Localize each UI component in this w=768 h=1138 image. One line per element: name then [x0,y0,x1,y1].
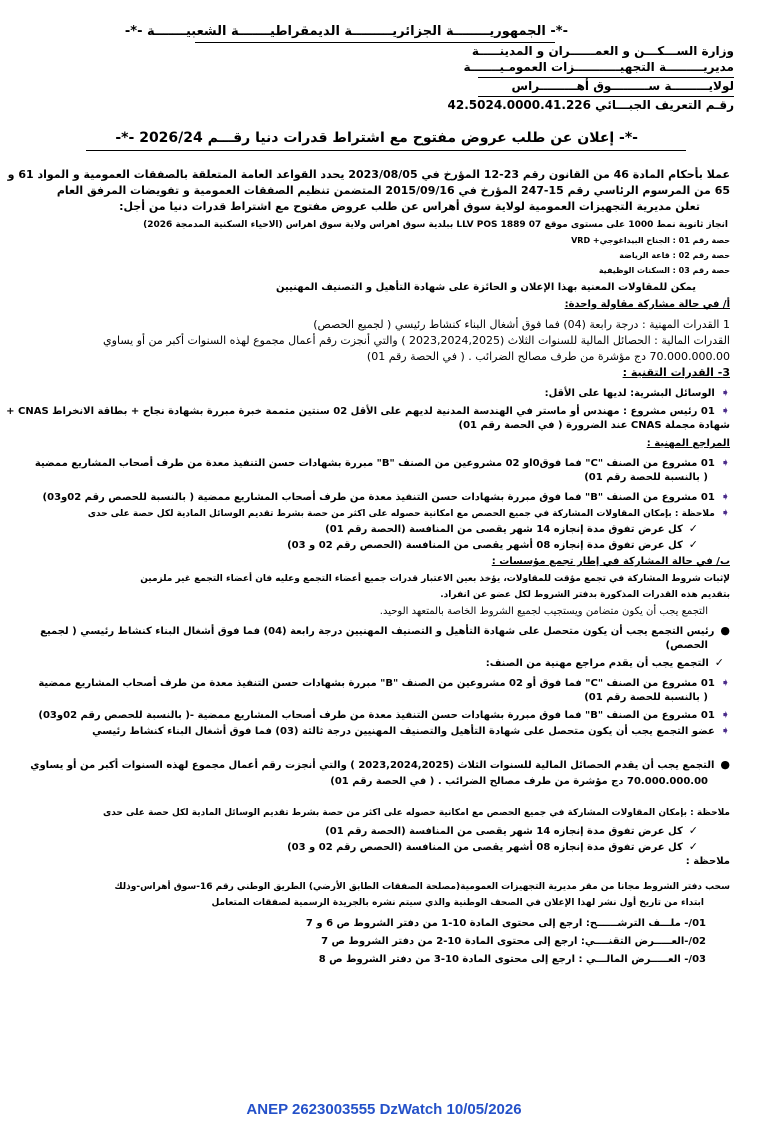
arrow-bullet-icon: ➧ [720,404,730,417]
duration-lot-1: ✓كل عرض تفوق مدة إنجازه 14 شهر يقصى من المنافسة (الحصة رقم 01) [325,522,698,535]
lot-2: حصة رقم 02 : قاعة الرياضة [619,251,730,260]
group-leader-item-cont: الحصص) [665,640,708,651]
duration-lots-2-3: ✓كل عرض تفوق مدة إنجازه 08 أشهر يقصى من المنافسة (الحصص رقم 02 و 03) [287,538,698,551]
technical-capacity-heading: 3- القدرات التقنية : [622,366,730,379]
project-description: انجاز ثانوية نمط 1000 على مستوى موقع 07 LLV POS 1889 ببلدية سوق اهراس ولاية سوق اهراس (الاحياء السكنية المدمجة 2026) [143,220,728,230]
financial-capacity: القدرات المالية : الحصائل المالية للسنوات الثلاث (2023,2024,2025 ) والتي أنجزت رقم أعمال مجموع لهذه السنوات أكبر من أو يساوي [103,334,730,347]
reference-item-2: ➧01 مشروع من الصنف "B" فما فوق مبررة بشهادات حسن التنفيذ معدة من طرف أصحاب المشاريع ممضية ( بالنسبة للحصص رقم 02و03) [42,490,730,503]
publication-reference: ANEP 2623003555 DzWatch 10/05/2026 [246,1101,522,1118]
cnas-line: شهادة مجملة CNAS عند الضرورة ( في الحصة رقم 01) [458,420,730,431]
financial-offer: 03/- العـــــرض المالـــي : ارجع إلى محتوى المادة 10-3 من دفتر الشروط ص 8 [318,954,706,965]
professional-capacity: 1 القدرات المهنية : درجة رابعة (04) فما فوق أشغال البناء كنشاط رئيسي ( لجميع الحصص) [313,318,730,331]
checkmark-icon: ✓ [714,656,724,669]
arrow-bullet-icon: ➧ [720,676,730,689]
reference-item-1: ➧01 مشروع من الصنف "C" فما فوق0او 02 مشروعين من الصنف "B" مبررة بشهادات حسن التنفيذ معدة من طرف أصحاب المشاريع ممضية [34,456,730,469]
lot-3: حصة رقم 03 : السكنات الوظيفية [598,266,730,275]
group-financial: ●التجمع يجب أن يقدم الحصائل المالية للسنوات الثلاث (2023,2024,2025 ) والتي أنجزت رقم أعمال مجموع لهذه السنوات أكبر من أو يساوي [30,758,730,771]
group-reference-1-cont: ( بالنسبة للحصة رقم 01) [584,692,708,703]
header-rule-2 [478,96,734,97]
case-a-heading: أ/ في حالة مشاركة مقاولة واحدة: [564,299,730,310]
withdrawal-line-1: سحب دفتر الشروط مجانا من مقر مديرية التجهيزات العمومية(مصلحة الصفقات الطابق الأرضي) الطريق الوطني رقم 16-سوق أهراس-وذلك [114,882,730,892]
arrow-bullet-icon: ➧ [720,456,730,469]
checkmark-icon: ✓ [688,522,698,535]
group-member: ➧عضو التجمع يجب أن يكون متحصل على شهادة التأهيل والتصنيف المهنيين درجة ثالثة (03) فما فوق أشغال البناء كنشاط رئيسي [92,724,730,737]
group-duration-lots-2-3: ✓كل عرض تفوق مدة إنجازه 08 أشهر يقصى من المنافسة (الحصص رقم 02 و 03) [287,840,698,853]
group-note-label: ملاحظة : [685,856,730,867]
arrow-bullet-icon: ➧ [720,490,730,503]
project-manager-item: ➧01 رئيس مشروع : مهندس أو ماستر في الهندسة المدنية لديهم على الأقل 02 سنتين متممة خبرة مبررة بشهادة نجاح + بطاقة الانخراط CNAS + [6,404,730,417]
arrow-bullet-icon: ➧ [720,386,730,399]
republic-underline [195,42,555,43]
ministry-line: وزارة الســـكـــن و العمــــــران و المدينـــــة [471,44,734,58]
wilaya-line: لولايـــــــــة ســـــــــوق أهـــــــــراس [511,79,734,93]
dot-bullet-icon: ● [720,758,730,771]
candidacy-file: 01/- ملـــف الترشــــــح: ارجع إلى محتوى المادة 10-1 من دفتر الشروط ص 6 و 7 [305,918,706,929]
group-reference-1: ➧01 مشروع من الصنف "C" فما فوق أو 02 مشروعين من الصنف "B" مبررة بشهادات حسن التنفيذ معدة من طرف أصحاب المشاريع ممضية [38,676,730,689]
note-lots: ➧ملاحظة : بإمكان المقاولات المشاركة في جميع الحصص مع امكانية حصوله على اكثر من حصة بشرط تقديم الوسائل المادية لكل حصة على حدى [87,506,730,519]
directorate-line: مديريـــــــــة التجهيـــــــــــزات العمومـيـــــــة [463,60,734,74]
group-financial-cont: 70.000.000.00 دج مؤشرة من طرف مصالح الضرائب . ( في الحصة رقم 01) [330,776,708,787]
professional-references-heading: المراجع المهنية : [646,438,730,449]
checkmark-icon: ✓ [688,824,698,837]
financial-capacity-cont: 70.000.000.00 دج مؤشرة من طرف مصالح الضرائب . ( في الحصة رقم 01) [366,350,730,363]
grouping-line-1: لإثبات شروط المشاركة في تجمع مؤقت للمقاولات، يؤخذ بعين الاعتبار قدرات جميع أعضاء التجمع وعليه فان أعضاء التجمع غير ملزمين [140,574,730,584]
arrow-bullet-icon: ➧ [720,506,730,519]
intro-line-1: عملا بأحكام المادة 46 من القانون رقم 23-12 المؤرخ في 2023/08/05 يحدد القواعد العامة المتعلقة بالصفقات العمومية و المواد 61 و [7,168,730,181]
group-leader-item: ●رئيس التجمع يجب أن يكون متحصل على شهادة التأهيل و التصنيف المهنيين درجة رابعة (04) فما فوق أشغال البناء كنشاط رئيسي ( لجميع [40,624,730,637]
arrow-bullet-icon: ➧ [720,708,730,721]
group-reference-2: ➧01 مشروع من الصنف "B" فما فوق مبررة بشهادات حسن التنفيذ معدة من طرف أصحاب المشاريع ممضية -( بالنسبة للحصص رقم 02و03) [38,708,730,721]
grouping-line-2: بتقديم هذه القدرات المذكورة بدفتر الشروط لكل عضو عن انفراد. [440,590,730,600]
arrow-bullet-icon: ➧ [720,724,730,737]
intro-line-3: تعلن مديرية التجهيزات العمومية لولاية سوق أهراس عن طلب عروض مفتوح مع اشتراط قدرات دنيا من أجل: [119,200,700,213]
tax-id-line: رقـم التعريف الجبـــائي 42.5024.0000.41.226 [447,98,734,112]
title-underline [86,150,686,151]
header-rule-1 [478,77,734,78]
withdrawal-line-2: ابتداء من تاريخ أول نشر لهذا الإعلان في الصحف الوطنية والذي سيتم نشره بالجريدة الرسمية لصفقات المتعامل [211,898,704,908]
human-means-item: ➧الوسائل البشرية: لديها على الأقل: [544,386,730,399]
group-note-lots: ملاحظة : بإمكان المقاولات المشاركة في جميع الحصص مع امكانية حصوله على اكثر من حصة بشرط تقديم الوسائل المادية لكل حصة على حدى [102,808,730,818]
case-b-heading: ب/ في حالة المشاركة في إطار تجمع مؤسسات : [491,556,730,567]
dot-bullet-icon: ● [720,624,730,637]
technical-offer: 02/-العـــــرض التقنــــي: ارجع إلى محتوى المادة 10-2 من دفتر الشروط ص 7 [321,936,706,947]
group-duration-lot-1: ✓كل عرض تفوق مدة إنجازه 14 شهر يقصى من المنافسة (الحصة رقم 01) [325,824,698,837]
eligibility-line: يمكن للمقاولات المعنية بهذا الإعلان و الحائزة على شهادة التأهيل و التصنيف المهنيين [275,282,696,293]
checkmark-icon: ✓ [688,840,698,853]
lot-1: حصة رقم 01 : الجناح البيداغوجي+ VRD [571,236,730,245]
reference-item-1-cont: ( بالنسبة للحصة رقم 01) [584,472,708,483]
intro-line-2: 65 من المرسوم الرئاسي رقم 15-247 المؤرخ في 2015/09/16 المتضمن تنظيم الصفقات العمومية و تفويضات المرفق العام [56,184,730,197]
checkmark-icon: ✓ [688,538,698,551]
group-references: ✓التجمع يجب أن يقدم مراجع مهنية من الصنف: [485,656,724,669]
republic-heading: -*- الجمهوريــــــــة الجزائريـــــــــة الديمقراطيـــــــة الشعبيـــــــة -*- [124,24,568,39]
notice-title: -*- إعلان عن طلب عروض مفتوح مع اشتراط قدرات دنيا رقـــم 2026/24 -*- [115,130,638,146]
grouping-line-3: التجمع يجب أن يكون متضامن ويستجيب لجميع الشروط الخاصة بالمتعهد الوحيد. [379,606,708,617]
